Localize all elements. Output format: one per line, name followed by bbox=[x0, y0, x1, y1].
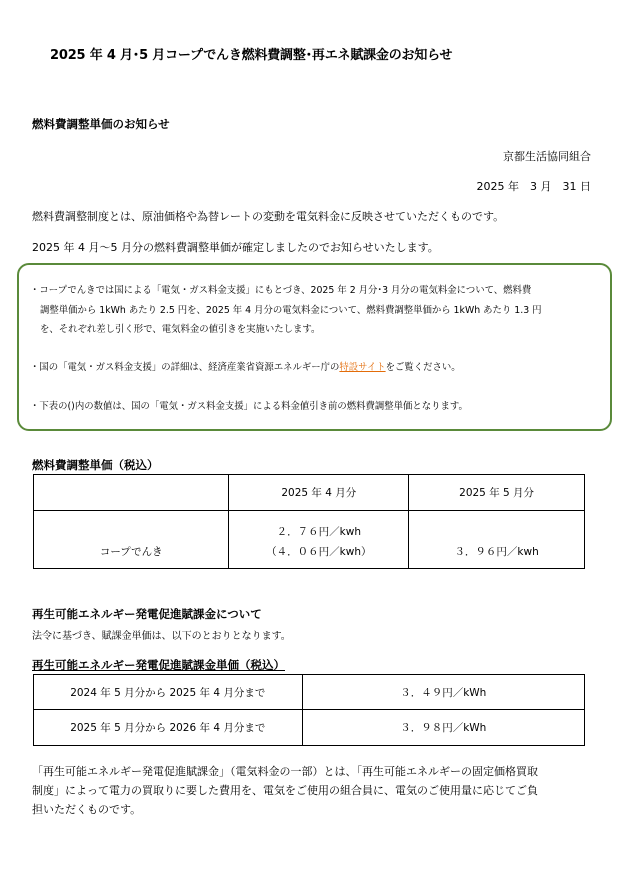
renewable-value-2: ３．９８円／kWh bbox=[302, 710, 584, 746]
table-corner-cell bbox=[34, 475, 229, 511]
cell-may-value: ３．９６円／kwh bbox=[409, 511, 585, 569]
renewable-heading: 再生可能エネルギー発電促進賦課金について bbox=[32, 607, 262, 621]
renewable-value-1: ３．４９円／kWh bbox=[302, 675, 584, 710]
column-header-may: 2025 年 5 月分 bbox=[409, 475, 585, 511]
notice-bullet-1-line-3: を、それぞれ差し引く形で、電気料金の値引きを実施いたします。 bbox=[40, 324, 321, 335]
intro-text-2: 2025 年 4 月～5 月分の燃料費調整単価が確定しましたのでお知らせいたします。 bbox=[32, 241, 439, 254]
notice-bullet-3: ・下表の()内の数値は、国の「電気・ガス料金支援」による料金値引き前の燃料費調整単価となります。 bbox=[30, 401, 468, 412]
column-header-april: 2025 年 4 月分 bbox=[229, 475, 409, 511]
renewable-description-line-3: 担いただくものです。 bbox=[32, 803, 142, 816]
renewable-period-2: 2025 年 5 月分から 2026 年 4 月分まで bbox=[34, 710, 303, 746]
fuel-section-heading: 燃料費調整単価のお知らせ bbox=[32, 117, 170, 131]
notice-bullet-2-suffix: をご覧ください。 bbox=[385, 362, 461, 373]
organization-name: 京都生活協同組合 bbox=[503, 150, 591, 163]
intro-text-1: 燃料費調整制度とは、原油価格や為替レートの変動を電気料金に反映させていただくものです。 bbox=[32, 210, 505, 223]
april-unit-price-before-discount: （４．０６円／kwh） bbox=[266, 546, 372, 558]
renewable-description-line-2: 制度」によって電力の買取りに要した費用を、電気をご使用の組合員に、電気のご使用量に応じてご負 bbox=[32, 784, 538, 797]
row-label-coop-denki: コープでんき bbox=[34, 511, 229, 569]
notice-bullet-1-line-1: ・コープでんきでは国による「電気・ガス料金支援」にもとづき、2025 年 2 月分･3 月分の電気料金について、燃料費 bbox=[30, 285, 532, 296]
notice-bullet-2 bbox=[30, 359, 461, 373]
renewable-period-1: 2024 年 5 月分から 2025 年 4 月分まで bbox=[34, 675, 303, 710]
renewable-description-line-1: 「再生可能エネルギー発電促進賦課金」（電気料金の一部）とは、「再生可能エネルギーの固定価格買取 bbox=[32, 765, 538, 778]
page-title: 2025 年 4 月･5 月コープでんき燃料費調整･再エネ賦課金のお知らせ bbox=[50, 48, 453, 63]
april-unit-price: ２．７６円／kwh bbox=[276, 526, 361, 538]
special-site-link[interactable]: 特設サイト bbox=[339, 362, 386, 373]
fuel-table-heading: 燃料費調整単価（税込） bbox=[32, 458, 159, 472]
notice-box bbox=[17, 263, 612, 431]
renewable-note: 法令に基づき、賦課金単価は、以下のとおりとなります。 bbox=[32, 631, 291, 642]
notice-bullet-2-text: ・国の「電気・ガス料金支援」の詳細は、経済産業省資源エネルギー庁の bbox=[30, 362, 340, 373]
renewable-price-table bbox=[33, 674, 585, 746]
cell-april-value bbox=[229, 511, 409, 569]
renewable-table-heading: 再生可能エネルギー発電促進賦課金単価（税込） bbox=[32, 658, 285, 672]
notice-bullet-1-line-2: 調整単価から 1kWh あたり 2.5 円を、2025 年 4 月分の電気料金について、燃料費調整単価から 1kWh あたり 1.3 円 bbox=[40, 305, 542, 316]
fuel-price-table bbox=[33, 474, 585, 569]
issue-date: 2025 年 3 月 31 日 bbox=[476, 180, 591, 193]
